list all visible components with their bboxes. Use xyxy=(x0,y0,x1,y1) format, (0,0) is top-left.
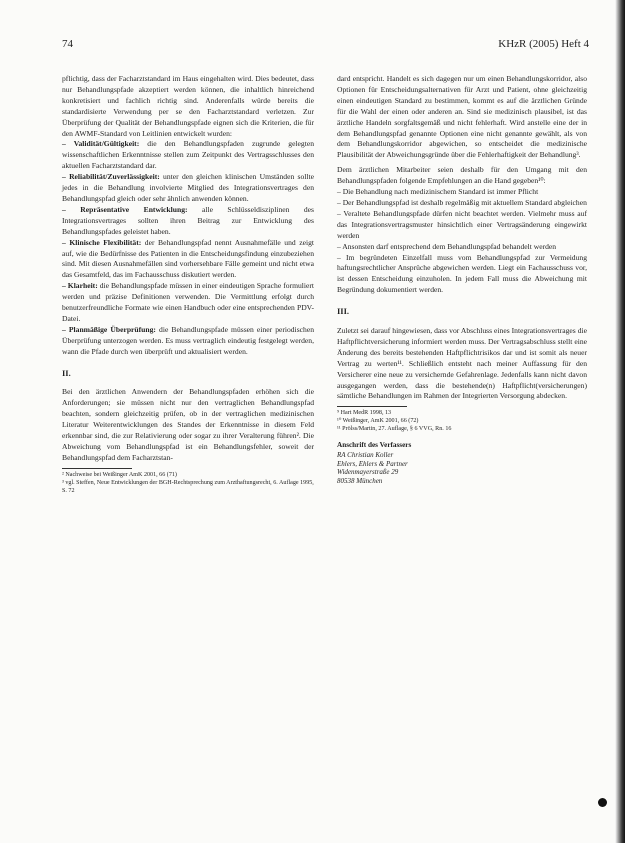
left-paragraph-2: Bei den ärztlichen Anwendern der Behandlungspfaden erhöhen sich die Anforderungen; sie müssen nicht nur den vertraglichen Behandlungspfad beachten, sondern gleichzeitig prüfen, ob in der vertraglichen medizinischen Literatur Weiterentwicklungen des Standes der Erkenntnisse in diesem Feld erkennbar sind, die zur Relativierung oder sogar zu ihrer Veralterung führen². Die Abweichung vom Behandlungspfad ist ein Behandlungsfehler, soweit der Behandlungspfad dem Facharztstan- xyxy=(62,387,314,462)
footnote-divider xyxy=(337,406,407,407)
recommendation-item: – Der Behandlungspfad ist deshalb regelmäßig mit aktuellem Standard abgleichen xyxy=(337,197,587,207)
author-address-title: Anschrift des Verfassers xyxy=(337,441,412,450)
criterion-text: alle Schlüsseldisziplinen des Integrationsvertrages sollten ihren Beitrag zur Entwicklung des Behandlungspfades geleistet haben. xyxy=(62,204,314,236)
criterion-term: – Planmäßige Überprüfung: xyxy=(62,324,156,334)
recommendation-item: – Veraltete Behandlungspfade dürfen nicht beachtet werden. Vielmehr muss auf das Integrationsvertragsmuster hinsichtlich einer Vertragsänderung eingewirkt werden xyxy=(337,208,587,240)
right-paragraph-1: dard entspricht. Handelt es sich dagegen nur um einen Behandlungskorridor, also Optionen für Entscheidungsalternativen für Arzt und Patient, ohne gleichzeitig einen eindeutigen Standard zu bestimmen, kommt es auf die ärztlichen Gründe für die Wahl der einen oder anderen an. Sind sie medizinisch plausibel, ist das ärztliche Handeln sorgfaltsgemäß und nicht fehlerhaft. Wird anstelle eine der in dem Behandlungspfad genannte Optionen eine nicht genannte gewählt, als von dem Behandlungskorridor abgewichen, so entscheidet die medizinische Plausibilität der Abweichungsgründe über die Fehlerhaftigkeit der Behandlung³. xyxy=(337,74,587,160)
criterion-term: – Validität/Gültigkeit: xyxy=(62,139,140,149)
author-address-line: 80538 München xyxy=(337,477,383,486)
author-address-line: RA Christian Koller xyxy=(337,450,394,459)
author-address-line: Ehlers, Ehlers & Partner xyxy=(337,459,408,468)
criterion-text: die Behandlungspfade müssen in einer eindeutigen Sprache formuliert werden und präzise Definitionen verwenden. Die Vermittlung erfolgt durch benutzerfreundliche Formate wie einen Handbuch oder eine entsprechenden PDV-Datei. xyxy=(62,281,314,323)
end-of-article-dot xyxy=(598,798,607,807)
scan-shadow-edge xyxy=(615,0,625,843)
criterion-flexibility xyxy=(62,238,314,282)
footnote: ² Nachweise bei Weißinger AmK 2001, 66 (71) xyxy=(62,471,177,478)
author-address-line: Widenmayerstraße 29 xyxy=(337,468,399,477)
page-number: 74 xyxy=(62,38,73,50)
criterion-clarity xyxy=(62,281,314,325)
footnote: ⁹ Hart MedR 1998, 13 xyxy=(337,410,392,417)
criterion-text: die Behandlungspfade müssen einer periodischen Überprüfung unterzogen werden. Es muss vertraglich eindeutig festgelegt werden, wann die Pfade durch wen überprüft und aktualisiert werden. xyxy=(62,324,314,356)
right-paragraph-3: Zuletzt sei darauf hingewiesen, dass vor Abschluss eines Integrationsvertrages die Haftpflichtversicherung informiert werden muss. Der Vertragsabschluss stellt eine Änderung des bereits bestehenden Haftpflichtrisikos dar und ist somit als neuer Vertrag zu werten¹¹. Schließlich entsteht nach meiner Auffassung für den Versicherer eine neue zu versichernde Gefahrenlage. Jedenfalls kann nicht davon ausgegangen werden, dass die bestehende(n) Haftpflicht(versicherungen) sämtliche Behandlungen im Rahmen der Integrierten Versorgung abdecken. xyxy=(337,326,587,401)
right-paragraph-2: Dem ärztlichen Mitarbeiter seien deshalb für den Umgang mit den Behandlungspfaden folgende Empfehlungen an die Hand gegeben¹⁰: xyxy=(337,165,587,186)
criterion-term: – Repräsentative Entwicklung: xyxy=(62,204,188,214)
footnote: ³ vgl. Steffen, Neue Entwicklungen der BGH-Rechtsprechung zum Arzthaftungsrecht, 6. Auflage 1995, S. 72 xyxy=(62,479,314,494)
running-header: KHzR (2005) Heft 4 xyxy=(498,38,589,50)
footnote: ¹¹ Prölss/Martin, 27. Auflage, § 6 VVG, Rn. 16 xyxy=(337,426,452,433)
section-heading-iii: III. xyxy=(337,306,350,317)
right-column xyxy=(337,74,587,486)
footnote: ¹⁰ Weißinger, AmK 2001, 66 (72) xyxy=(337,418,419,425)
criterion-term: – Klinische Flexibilität: xyxy=(62,237,142,247)
left-column xyxy=(62,74,314,495)
recommendation-item: – Im begründeten Einzelfall muss vom Behandlungspfad zur Vermeidung haftungsrechtlicher Ansprüche abgewichen werden. Liegt ein Fachausschuss vor, ist dessen Entscheidung einzuholen. In jedem Fall muss die Abweichung mit Begründung dokumentiert werden. xyxy=(337,252,587,295)
left-paragraph-1: pflichtig, dass der Facharztstandard im Haus eingehalten wird. Dies bedeutet, dass nur Behandlungspfade akzeptiert werden können, die inhaltlich hinreichend konkretisiert und fachlich richtig sind. Anderenfalls würde bereits die standardisierte Verwendung per se den Facharztstandard verletzen. Zur Überprüfung der Qualität der Behandlungspfade eignen sich die Kriterien, die für den AWMF-Standard von Leitlinien entwickelt wurden: xyxy=(62,74,314,138)
criterion-text: der Behandlungspfad nennt Ausnahmefälle und zeigt auf, wie die Bedürfnisse des Patienten in die Entscheidungsfindung einzubeziehen sind. Mit diesen Ausnahmefällen sind vorhersehbare Fälle gemeint und nicht etwa das Gesamtfeld, das im Fachausschuss diskutiert werden. xyxy=(62,237,314,280)
criterion-review xyxy=(62,325,314,358)
footnote-divider xyxy=(62,468,132,469)
section-heading-ii: II. xyxy=(62,367,71,378)
criterion-text: die den Behandlungspfaden zugrunde gelegten wissenschaftlichen Erkenntnisse stellen zum Zeitpunkt des Vertragsschlusses den aktuellen Facharztstandard dar. xyxy=(62,139,314,171)
criterion-term: – Klarheit: xyxy=(62,281,98,291)
recommendation-item: – Ansonsten darf entsprechend dem Behandlungspfad behandelt werden xyxy=(337,241,557,251)
recommendation-item: – Die Behandlung nach medizinischem Standard ist immer Pflicht xyxy=(337,187,539,197)
criterion-reliability xyxy=(62,172,314,205)
criterion-representative xyxy=(62,205,314,238)
criterion-validity xyxy=(62,139,314,172)
criterion-text: unter den gleichen klinischen Umständen sollte jedes in die Behandlung involvierte Mitglied des Integrationsvertrages den Behandlungspfad gleich oder sehr ähnlich anwenden können. xyxy=(62,172,314,203)
criterion-term: – Reliabilität/Zuverlässigkeit: xyxy=(62,172,160,182)
